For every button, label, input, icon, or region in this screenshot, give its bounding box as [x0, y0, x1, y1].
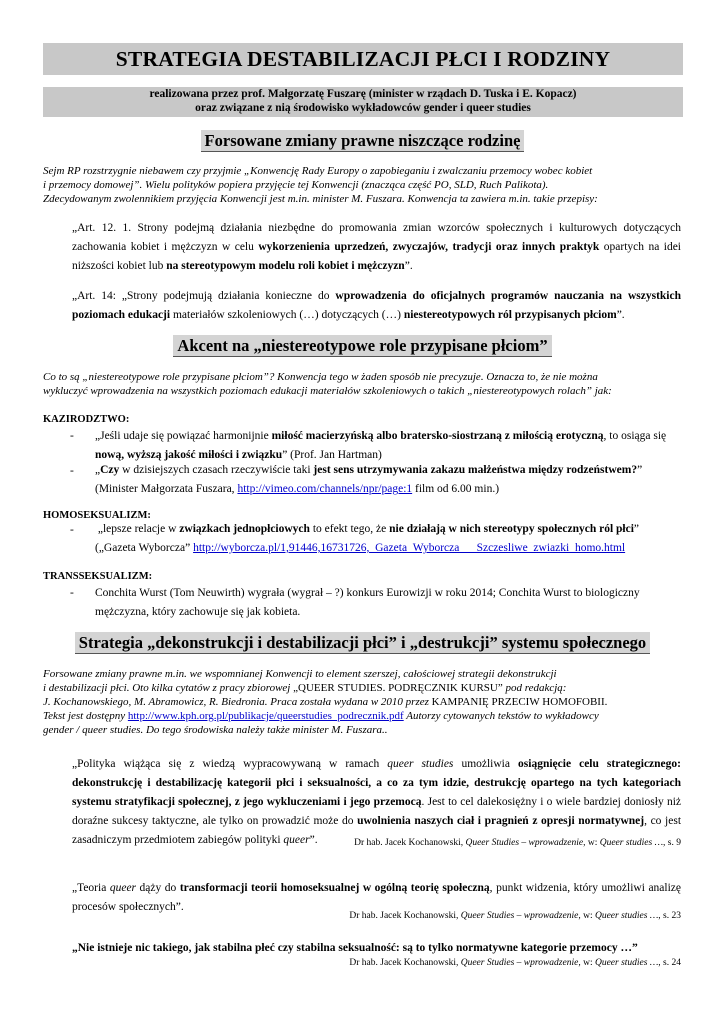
article-12-quote: [72, 219, 681, 276]
subtitle-line-2: oraz związane z nią środowisko wykładowców gender i queer studies: [195, 102, 531, 114]
text: „Art. 12. 1. Strony podejmą działania niezbędne do promowania zmian wzorców społecznych i kulturowych dotyczących zachowania kobiet i mężczyzn w celu: [72, 222, 681, 253]
italic-text: Queer studies …: [599, 838, 664, 848]
section2-heading: Akcent na „niestereotypowe role przypisane płciom”: [173, 335, 551, 357]
text: ”.: [309, 834, 318, 846]
text: to efekt tego, że: [309, 523, 390, 535]
text: „Teoria: [72, 882, 110, 894]
text: („Gazeta Wyborcza”: [95, 542, 194, 554]
vimeo-link[interactable]: http://vimeo.com/channels/npr/page:1: [237, 483, 413, 495]
bullet-dash: -: [70, 465, 74, 477]
label-homoseksualizm: HOMOSEKSUALIZM:: [43, 510, 151, 521]
italic-text: queer: [109, 882, 137, 894]
section2-heading-wrap: [0, 336, 725, 356]
label-transseksualizm: TRANSSEKSUALIZM:: [43, 571, 153, 582]
section1-heading: Forsowane zmiany prawne niszczące rodzinę: [201, 130, 525, 152]
text: umożliwia: [453, 758, 519, 770]
queer-quote-3: [72, 939, 681, 958]
italic-text: Queer Studies – wprowadzenie: [460, 911, 579, 921]
section2-intro-line: wykluczyć wprowadzenia na wszystkich poziomach edukacji materiałów szkoleniowych o takich „niestereotypowych rolach” jak:: [43, 385, 612, 397]
text: ”.: [404, 260, 413, 272]
bold-text: nie działają w nich stereotypy społecznych ról płci: [389, 523, 634, 535]
bold-text: nową, wyższą jakość miłości i związku: [95, 449, 283, 461]
bold-text: niestereotypowych ról przypisanych płciom: [403, 309, 617, 321]
bold-text: „Nie istnieje nic takiego, jak stabilna płeć czy stabilna seksualność: są to tylko normatywne kategorie przemocy …”: [72, 942, 638, 954]
text: materiałów szkoleniowych (…) dotyczących (…): [170, 309, 404, 321]
bullet-dash: -: [70, 524, 74, 536]
bold-text: na stereotypowym modelu roli kobiet i mężczyzn: [166, 260, 405, 272]
kazirodztwo-quote-2: [95, 461, 681, 499]
text: Dr hab. Jacek Kochanowski,: [349, 958, 461, 968]
text: , s. 23: [658, 911, 681, 921]
text: „lepsze relacje w: [97, 523, 180, 535]
article-14-quote: [72, 287, 681, 325]
text: „Jeśli udaje się powiązać harmonijnie: [95, 430, 272, 442]
citation-3: [349, 958, 681, 968]
text: (Minister Małgorzata Fuszara,: [95, 483, 238, 495]
label-kazirodztwo: KAZIRODZTWO:: [43, 414, 130, 425]
text: . Jest to cel dalekosiężny i o wiele bardziej doniosły niż doraźne sukcesy taktyczne, ale tylko on prowadzić może do: [72, 796, 681, 827]
bold-text: jest sens utrzymywania zakazu małżeństwa między rodzeństwem?: [313, 464, 638, 476]
text: Autorzy cytowanych tekstów to wykładowcy: [403, 710, 599, 722]
subtitle-line-1: realizowana przez prof. Małgorzatę Fuszarę (minister w rządach D. Tuska i E. Kopacz): [149, 88, 577, 100]
text: dąży do: [136, 882, 180, 894]
text: opartych na idei niższości kobiet lub: [72, 241, 681, 272]
text: Dr hab. Jacek Kochanowski,: [354, 838, 466, 848]
italic-text: Queer studies …: [594, 958, 659, 968]
text: „Polityka wiążąca się z wiedzą wypracowywaną w ramach: [72, 758, 388, 770]
section3-heading-wrap: [0, 633, 725, 653]
transseksualizm-text: [95, 584, 681, 622]
text: Tekst jest dostępny: [43, 710, 128, 722]
text: , w:: [578, 958, 595, 968]
text: , s. 24: [658, 958, 681, 968]
bold-text: miłość macierzyńską albo bratersko-siostrzaną z miłością erotyczną: [271, 430, 604, 442]
section1-intro-line: i przemocy domowej”. Wielu polityków popiera przyjęcie tej Konwencji (znacząca część PO, SLD, Ruch Palikota).: [43, 179, 549, 191]
text: ”: [637, 464, 643, 476]
section1-heading-wrap: [0, 131, 725, 151]
text: , w:: [578, 911, 595, 921]
text: ” (Prof. Jan Hartman): [282, 449, 382, 461]
text: , w:: [583, 838, 600, 848]
section1-intro-line: Zdecydowanym zwolennikiem przyjęcia Konwencji jest m.in. minister M. Fuszara. Konwencja ta zawiera m.in. takie przepisy:: [43, 193, 598, 205]
italic-text: Queer Studies – wprowadzenie: [460, 958, 579, 968]
kazirodztwo-quote-1: [95, 427, 681, 465]
text: pod redakcją:: [502, 682, 567, 694]
section3-intro: [43, 667, 683, 737]
bold-text: osiągnięcie celu strategicznego: dekonstrukcję i destabilizację kategorii płci i seksualności, a co za tym idzie, destrukcję opartego na tych kategoriach systemu stratyfikacji społecznej, z jego wykluczeniami i jego przemocą: [72, 758, 681, 808]
text: film od 6.00 min.): [412, 483, 500, 495]
text: , co jest zasadniczym przedmiotem zabiegów polityki: [72, 815, 682, 846]
section2-intro-line: Co to są „niestereotypowe role przypisane płciom”? Konwencja tego w żaden sposób nie precyzuje. Oznacza to, że nie można: [43, 371, 598, 383]
text: „Art. 14: „Strony podejmują działania konieczne do: [72, 290, 336, 302]
section3-heading: Strategia „dekonstrukcji i destabilizacji płci” i „destrukcji” systemu społecznego: [75, 632, 650, 654]
italic-text: Queer Studies – wprowadzenie: [465, 838, 584, 848]
text-line: Conchita Wurst (Tom Neuwirth) wygrała (wygrał – ?) konkurs Eurowizji w roku 2014; Conchita Wurst to biologiczny: [95, 587, 640, 599]
title-banner: [43, 43, 683, 75]
publisher-name: KAMPANIĘ PRZECIW HOMOFOBII.: [431, 696, 608, 708]
section3-intro-line: [43, 709, 683, 723]
bold-text: Czy: [100, 464, 120, 476]
bold-text: uwolnienia naszych ciał i pragnień z opresji normatywnej: [357, 815, 645, 827]
text: J. Kochanowskiego, M. Abramowicz, R. Biedronia. Praca została wydana w 2010 przez: [43, 696, 432, 708]
queer-quote-1: [72, 755, 681, 850]
section3-intro-line: gender / queer studies. Do tego środowiska należy także minister M. Fuszara..: [43, 724, 388, 736]
text: w dzisiejszych czasach rzeczywiście taki: [119, 464, 314, 476]
text: Dr hab. Jacek Kochanowski,: [349, 911, 461, 921]
section3-intro-line: [43, 695, 683, 709]
text-line: mężczyzna, który zachowuje się jak kobieta.: [95, 606, 301, 618]
homoseksualizm-quote: [95, 520, 681, 558]
citation-1: [354, 838, 681, 848]
italic-text: Queer studies …: [594, 911, 659, 921]
text: ”: [633, 523, 640, 535]
bold-text: wprowadzenia do oficjalnych programów nauczania na wszystkich poziomach edukacji: [72, 290, 682, 321]
section1-intro-line: Sejm RP rozstrzygnie niebawem czy przyjmie „Konwencję Rady Europy o zapobieganiu i zwalczaniu przemocy wobec kobiet: [43, 165, 593, 177]
bold-text: transformacji teorii homoseksualnej w ogólną teorię społeczną: [179, 882, 490, 894]
subtitle-banner: [43, 87, 683, 117]
document-title: STRATEGIA DESTABILIZACJI PŁCI I RODZINY: [115, 47, 611, 71]
text: i destabilizacji płci. Oto kilka cytatów z pracy zbiorowej: [43, 682, 294, 694]
text: „: [95, 464, 101, 476]
text: , punkt widzenia, który umożliwi analizę procesów społecznych”.: [72, 882, 682, 913]
section2-intro: [43, 370, 683, 398]
section1-intro: [43, 164, 683, 206]
italic-text: queer studies: [387, 758, 454, 770]
book-title: „QUEER STUDIES. PODRĘCZNIK KURSU”: [293, 682, 503, 694]
section3-intro-line: Forsowane zmiany prawne m.in. we wspomnianej Konwencji to element szerszej, całościowej strategii dekonstrukcji: [43, 668, 557, 680]
text: ”.: [616, 309, 625, 321]
wyborcza-link[interactable]: http://wyborcza.pl/1,91446,16731726,_Gazeta_Wyborcza___Szczesliwe_zwiazki_homo.html: [193, 542, 626, 554]
bold-text: związkach jednopłciowych: [179, 523, 310, 535]
text: , s. 9: [663, 838, 681, 848]
italic-text: queer: [283, 834, 310, 846]
bullet-dash: -: [70, 587, 74, 599]
bullet-dash: -: [70, 430, 74, 442]
bold-text: wykorzenienia uprzedzeń, zwyczajów, tradycji oraz innych praktyk: [258, 241, 600, 253]
citation-2: [349, 911, 681, 921]
kph-pdf-link[interactable]: http://www.kph.org.pl/publikacje/queerstudies_podrecznik.pdf: [127, 710, 404, 722]
section3-intro-line: [43, 681, 683, 695]
text: , to osiąga się: [603, 430, 667, 442]
